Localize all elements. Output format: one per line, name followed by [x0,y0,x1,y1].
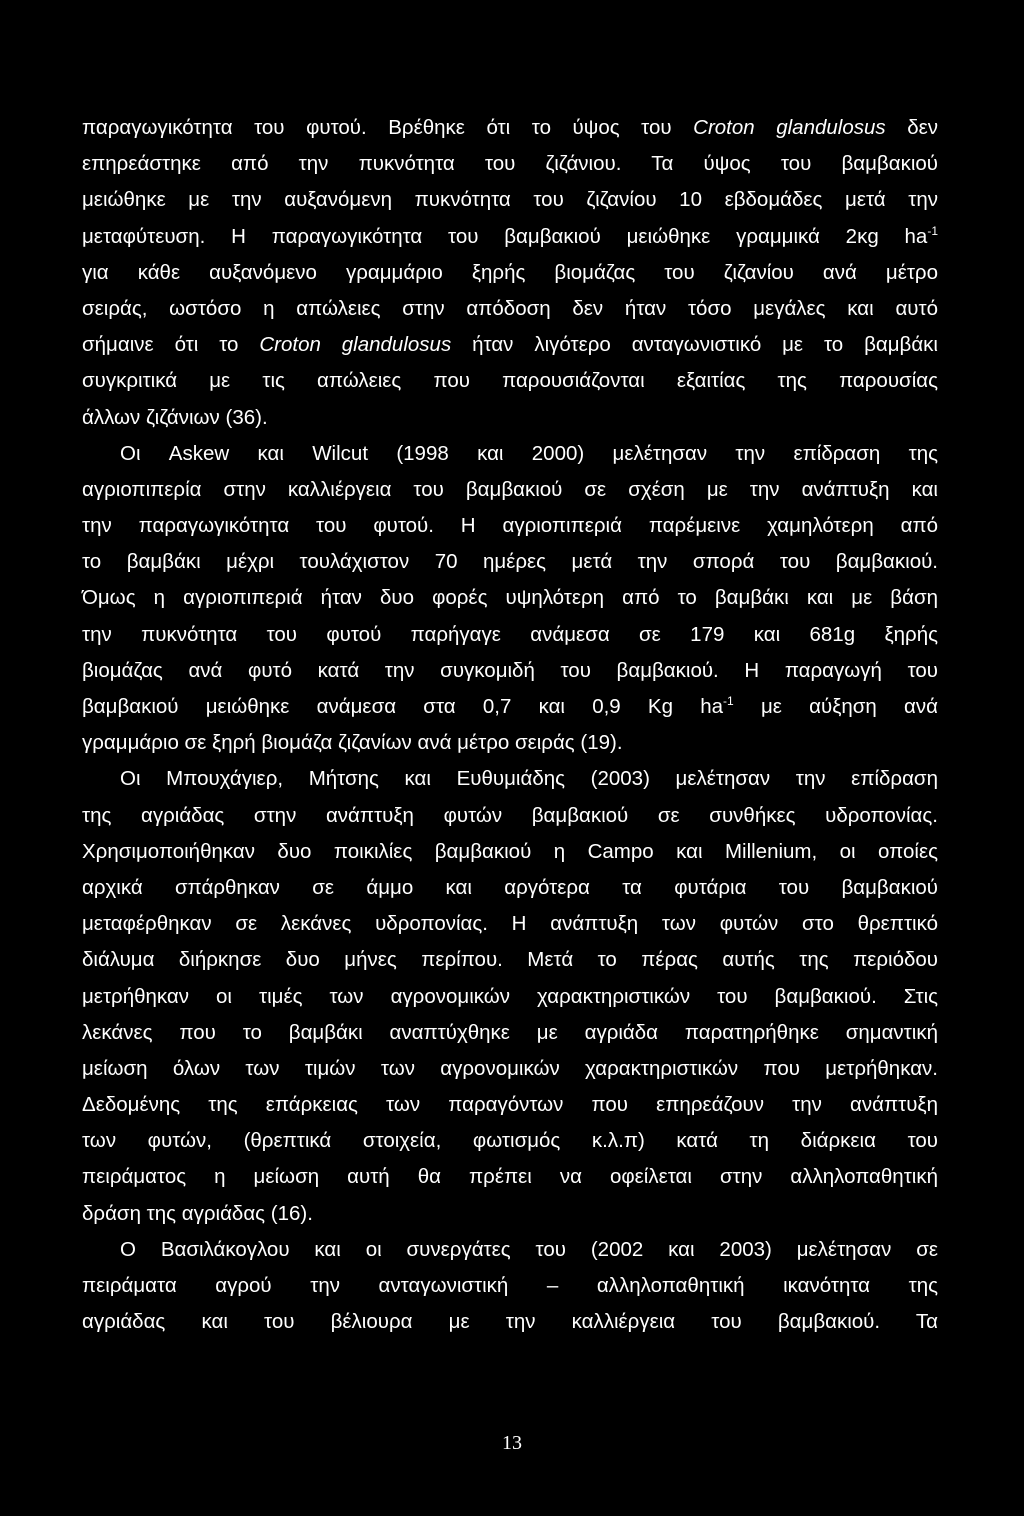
text-span: βαμβακιού μειώθηκε ανάμεσα στα 0,7 και 0,9 Kg ha [82,695,724,718]
text-span: με αύξηση ανά [733,695,939,718]
text-span: δράση της αγριάδας (16). [82,1201,313,1225]
text-span: παραγωγικότητα του φυτού. Βρέθηκε ότι το ύψος του [82,116,694,139]
text-line [82,1087,938,1123]
text-line [82,182,938,218]
text-span: πειράματα αγρού την ανταγωνιστική – αλληλοπαθητική ικανότητα της [82,1274,938,1297]
text-line [82,617,938,653]
text-line [82,580,938,616]
text-span: επηρεάστηκε από την πυκνότητα του ζιζάνιου. Τα ύψος του βαμβακιού [82,152,938,176]
text-span: μεταφέρθηκαν σε λεκάνες υδροπονίας. Η ανάπτυξη των φυτών στο θρεπτικό [82,912,938,936]
text-line [82,1196,938,1232]
text-span: μείωση όλων των τιμών των αγρονομικών χαρακτηριστικών που μετρήθηκαν. [82,1056,938,1080]
text-span: Χρησιμοποιήθηκαν δυο ποικιλίες βαμβακιού η Campo και Millenium, οι οποίες [82,839,938,863]
text-span: Δεδομένης της επάρκειας των παραγόντων που επηρεάζουν την ανάπτυξη [82,1093,938,1117]
superscript: -1 [927,223,938,238]
text-line [82,761,938,797]
text-line [82,363,938,399]
text-line [82,689,938,725]
text-span: πειράματος η μείωση αυτή θα πρέπει να οφείλεται στην αλληλοπαθητική [82,1165,938,1189]
text-line [82,725,938,761]
text-span: δεν [885,116,938,139]
text-line [82,110,938,146]
text-span: μεταφύτευση. Η παραγωγικότητα του βαμβακιού μειώθηκε γραμμικά 2κg ha [82,224,928,248]
text-span: των φυτών, (θρεπτικά στοιχεία, φωτισμός κ.λ.π) κατά τη διάρκεια του [82,1129,938,1153]
text-span: Οι Askew και Wilcut (1998 και 2000) μελέτησαν την επίδραση της [120,441,938,465]
text-span: αγριάδας και του βέλιουρα με την καλλιέργεια του βαμβακιού. Τα [82,1310,938,1334]
text-line [82,255,938,291]
text-span: μειώθηκε με την αυξανόμενη πυκνότητα του ζιζανίου 10 εβδομάδες μετά την [82,188,938,212]
text-line [82,979,938,1015]
text-span: Όμως η αγριοπιπεριά ήταν δυο φορές υψηλότερη από το βαμβάκι και με βάση [82,586,938,610]
text-line [82,219,938,255]
text-span: το βαμβάκι μέχρι τουλάχιστον 70 ημέρες μετά την σπορά του βαμβακιού. [82,550,938,574]
italic-term: Croton glandulosus [259,333,452,357]
text-line [82,327,938,363]
text-line [82,1304,938,1340]
text-line [82,1123,938,1159]
text-line [82,870,938,906]
text-span: σήμαινε ότι το [82,333,260,357]
body-text [82,110,938,1340]
text-span: αγριοπιπερία στην καλλιέργεια του βαμβακιού σε σχέση με την ανάπτυξη και [82,477,938,501]
text-line [82,400,938,436]
text-span: μετρήθηκαν οι τιμές των αγρονομικών χαρακτηριστικών του βαμβακιού. Στις [82,984,938,1008]
text-line [82,834,938,870]
text-line [82,1232,938,1268]
text-span: την παραγωγικότητα του φυτού. Η αγριοπιπεριά παρέμεινε χαμηλότερη από [82,514,938,538]
text-line [82,653,938,689]
text-span: συγκριτικά με τις απώλειες που παρουσιάζονται εξαιτίας της παρουσίας [82,369,938,393]
text-line [82,508,938,544]
text-line [82,798,938,834]
text-line [82,291,938,327]
text-line [82,1051,938,1087]
text-line [82,942,938,978]
text-line [82,146,938,182]
text-span: ήταν λιγότερο ανταγωνιστικό με το βαμβάκι [451,333,938,357]
text-span: αρχικά σπάρθηκαν σε άμμο και αργότερα τα φυτάρια του βαμβακιού [82,875,938,899]
text-span: της αγριάδας στην ανάπτυξη φυτών βαμβακιού σε συνθήκες υδροπονίας. [82,803,938,827]
text-span: άλλων ζιζάνιων (36). [82,405,268,429]
text-span: για κάθε αυξανόμενο γραμμάριο ξηρής βιομάζας του ζιζανίου ανά μέτρο [82,260,938,284]
text-span: σειράς, ωστόσο η απώλειες στην απόδοση δεν ήταν τόσο μεγάλες και αυτό [82,296,938,320]
text-span: γραμμάριο σε ξηρή βιομάζα ζιζανίων ανά μέτρο σειράς (19). [82,731,623,755]
text-span: την πυκνότητα του φυτού παρήγαγε ανάμεσα σε 179 και 681g ξηρής [82,622,938,646]
text-span: λεκάνες που το βαμβάκι αναπτύχθηκε με αγριάδα παρατηρήθηκε σημαντική [82,1020,938,1044]
text-span: διάλυμα διήρκησε δυο μήνες περίπου. Μετά το πέρας αυτής της περιόδου [82,948,938,972]
text-line [82,1159,938,1195]
text-line [82,906,938,942]
text-span: Ο Βασιλάκογλου και οι συνεργάτες του (2002 και 2003) μελέτησαν σε [120,1237,938,1261]
text-line [82,472,938,508]
text-line [82,436,938,472]
superscript: -1 [723,694,734,708]
text-span: βιομάζας ανά φυτό κατά την συγκομιδή του βαμβακιού. Η παραγωγή του [82,658,938,682]
text-line [82,1268,938,1304]
text-line [82,544,938,580]
text-line [82,1015,938,1051]
text-span: Οι Μπουχάγιερ, Μήτσης και Ευθυμιάδης (2003) μελέτησαν την επίδραση [120,767,938,791]
italic-term: Croton glandulosus [693,116,886,139]
page-number: 13 [502,1432,522,1454]
